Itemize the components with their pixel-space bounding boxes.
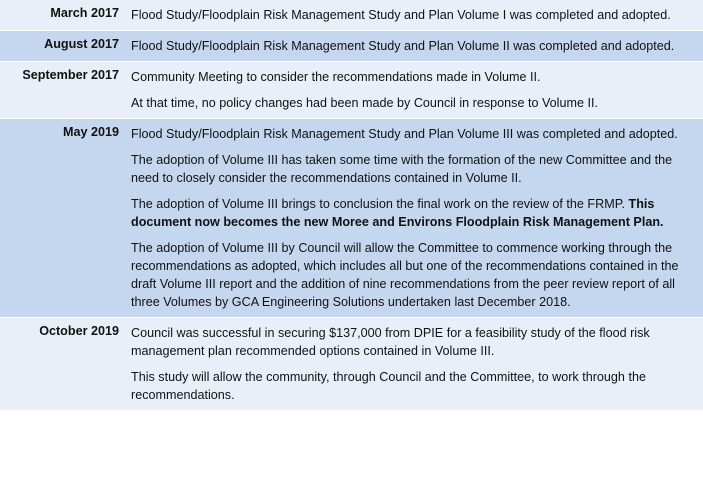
row-description [125, 0, 703, 31]
row-description [125, 119, 703, 318]
paragraph-text: The adoption of Volume III brings to conclusion the final work on the review of the FRMP. [131, 197, 625, 211]
timeline-row-october-2019 [0, 318, 703, 411]
row-description [125, 31, 703, 62]
highlighted-statement: This document now becomes the new Moree and Environs Floodplain Risk Management Plan. [131, 197, 664, 229]
description-paragraph: Flood Study/Floodplain Risk Management Study and Plan Volume III was completed and adopted. [131, 127, 678, 141]
row-date: October 2019 [0, 318, 125, 411]
row-date: May 2019 [0, 119, 125, 318]
description-paragraph: The adoption of Volume III by Council will allow the Committee to commence working through the recommendations as adopted, which includes all but one of the recommendations contained in the draft Volume III report and the addition of nine recommendations from the peer review report of all three Volumes by GCA Engineering Solutions undertaken last December 2018. [131, 241, 679, 309]
timeline-row-march-2017 [0, 0, 703, 31]
row-description [125, 318, 703, 411]
description-paragraph: Flood Study/Floodplain Risk Management Study and Plan Volume II was completed and adopted. [131, 39, 675, 53]
row-description [125, 62, 703, 119]
description-paragraph: At that time, no policy changes had been made by Council in response to Volume II. [131, 96, 598, 110]
row-date: March 2017 [0, 0, 125, 31]
description-paragraph: Community Meeting to consider the recommendations made in Volume II. [131, 70, 541, 84]
timeline-row-september-2017 [0, 62, 703, 119]
description-paragraph: Flood Study/Floodplain Risk Management Study and Plan Volume I was completed and adopted. [131, 8, 671, 22]
row-date: August 2017 [0, 31, 125, 62]
description-paragraph: This study will allow the community, through Council and the Committee, to work through the recommendations. [131, 370, 646, 402]
row-date: September 2017 [0, 62, 125, 119]
timeline-row-august-2017 [0, 31, 703, 62]
description-paragraph: The adoption of Volume III has taken some time with the formation of the new Committee and the need to closely consider the recommendations contained in Volume II. [131, 153, 673, 185]
description-paragraph-with-highlight [131, 195, 691, 231]
timeline-row-may-2019 [0, 119, 703, 318]
description-paragraph: Council was successful in securing $137,000 from DPIE for a feasibility study of the flood risk management plan recommended options contained in Volume III. [131, 326, 650, 358]
